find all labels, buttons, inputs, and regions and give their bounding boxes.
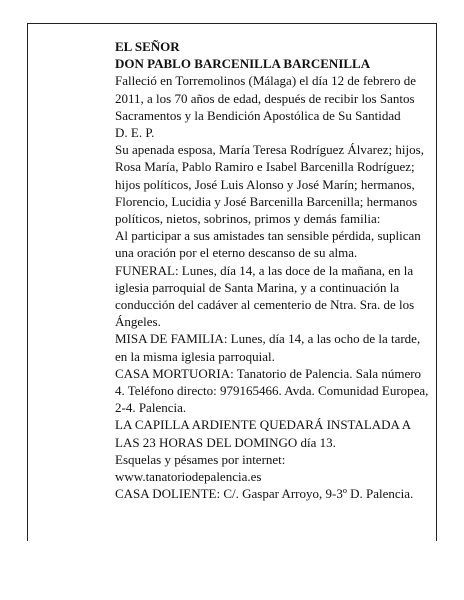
funeral-paragraph: FUNERAL: Lunes, día 14, a las doce de la mañana, en la iglesia parroquial de Santa Marina, y a continuación la conducción del cadáver al cementerio de Ntra. Sra. de los Ángeles. xyxy=(115,262,415,330)
request-paragraph: Al participar a sus amistades tan sensible pérdida, suplican una oración por el eterno descanso de su alma. xyxy=(115,228,421,261)
notice-title-line2: DON PABLO BARCENILLA BARCENILLA xyxy=(115,56,371,72)
death-paragraph: Falleció en Torremolinos (Málaga) el día 12 de febrero de 2011, a los 70 años de edad, después de recibir los Santos Sacramentos y la Bendición Apostólica de Su Santidad xyxy=(115,73,416,123)
notice-title-line1: EL SEÑOR xyxy=(115,39,180,54)
dep-line: D. E. P. xyxy=(115,125,155,141)
chapel-paragraph: LA CAPILLA ARDIENTE QUEDARÁ INSTALADA A LAS 23 HORAS DEL DOMINGO día 13. xyxy=(115,417,411,450)
obituary-notice xyxy=(115,38,431,502)
home-paragraph: CASA DOLIENTE: C/. Gaspar Arroyo, 9-3º D. Palencia. xyxy=(115,486,414,502)
internet-paragraph: Esquelas y pésames por internet: www.tanatoriodepalencia.es xyxy=(115,451,286,485)
family-paragraph: Su apenada esposa, María Teresa Rodríguez Álvarez; hijos, Rosa María, Pablo Ramiro e Isabel Barcenilla Rodríguez; hijos políticos, José Luis Alonso y José Marín; hermanos, Florencio, Lucidia y José Barcenilla Barcenilla; hermanos políticos, nietos, sobrinos, primos y demás familia: xyxy=(115,142,424,227)
family-mass-paragraph: MISA DE FAMILIA: Lunes, día 14, a las ocho de la tarde, en la misma iglesia parroquial. xyxy=(115,331,421,364)
mortuary-paragraph: CASA MORTUORIA: Tanatorio de Palencia. Sala número 4. Teléfono directo: 979165466. Avda. Comunidad Europea, 2-4. Palencia. xyxy=(115,365,429,416)
